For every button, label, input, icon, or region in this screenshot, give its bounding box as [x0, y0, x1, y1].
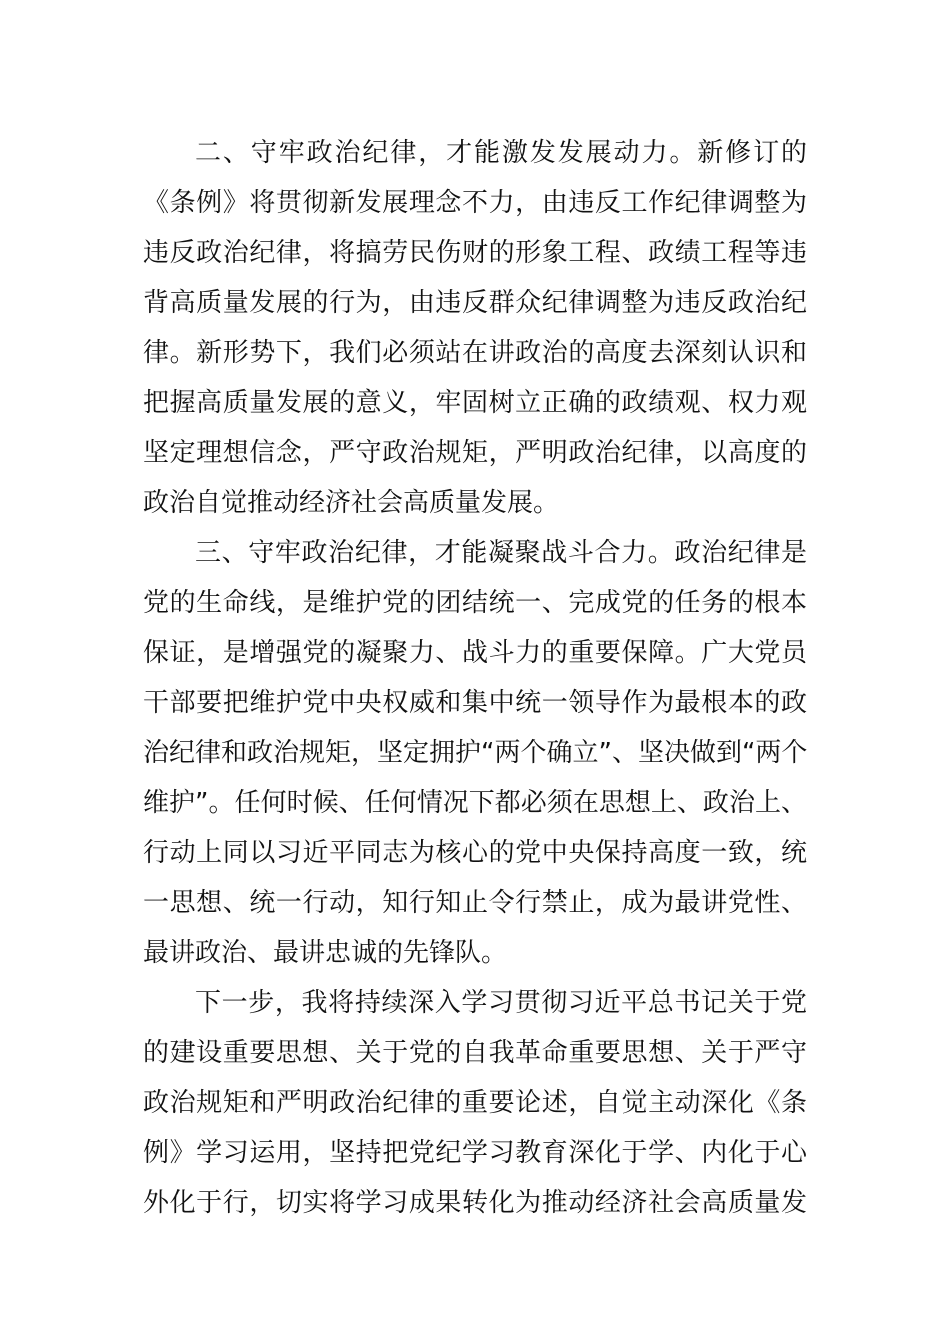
- text-line: 治纪律和政治规矩，坚定拥护“两个确立”、坚决做到“两个: [143, 738, 808, 768]
- text-line: 政治规矩和严明政治纪律的重要论述，自觉主动深化《条: [143, 1088, 807, 1118]
- text-line: 下一步，我将持续深入学习贯彻习近平总书记关于党: [195, 988, 807, 1018]
- paragraph-next-step: [143, 978, 807, 1228]
- text-line: 把握高质量发展的意义，牢固树立正确的政绩观、权力观: [143, 388, 807, 418]
- paragraph-political-discipline-cohesion: [143, 528, 807, 978]
- text-line: 干部要把维护党中央权威和集中统一领导作为最根本的政: [143, 688, 807, 718]
- text-line: 一思想、统一行动，知行知止令行禁止，成为最讲党性、: [143, 888, 807, 918]
- text-line: 三、守牢政治纪律，才能凝聚战斗合力。政治纪律是: [195, 538, 807, 568]
- text-line: 的建设重要思想、关于党的自我革命重要思想、关于严守: [143, 1038, 807, 1068]
- text-line: 行动上同以习近平同志为核心的党中央保持高度一致，统: [143, 838, 807, 868]
- text-line: 政治自觉推动经济社会高质量发展。: [143, 488, 560, 518]
- text-line: 例》学习运用，坚持把党纪学习教育深化于学、内化于心: [143, 1138, 807, 1168]
- text-line: 二、守牢政治纪律，才能激发发展动力。新修订的: [195, 138, 807, 168]
- text-line: 外化于行，切实将学习成果转化为推动经济社会高质量发: [143, 1188, 807, 1218]
- text-line: 违反政治纪律，将搞劳民伤财的形象工程、政绩工程等违: [143, 238, 807, 268]
- text-line: 律。新形势下，我们必须站在讲政治的高度去深刻认识和: [143, 338, 807, 368]
- text-line: 保证，是增强党的凝聚力、战斗力的重要保障。广大党员: [143, 638, 807, 668]
- text-line: 背高质量发展的行为，由违反群众纪律调整为违反政治纪: [143, 288, 807, 318]
- text-line: 维护”。任何时候、任何情况下都必须在思想上、政治上、: [143, 788, 807, 818]
- document-body: [143, 128, 807, 1228]
- paragraph-political-discipline-development: [143, 128, 807, 528]
- text-line: 坚定理想信念，严守政治规矩，严明政治纪律，以高度的: [143, 438, 807, 468]
- text-line: 《条例》将贯彻新发展理念不力，由违反工作纪律调整为: [143, 188, 807, 218]
- text-line: 党的生命线，是维护党的团结统一、完成党的任务的根本: [143, 588, 807, 618]
- text-line: 最讲政治、最讲忠诚的先锋队。: [143, 938, 508, 968]
